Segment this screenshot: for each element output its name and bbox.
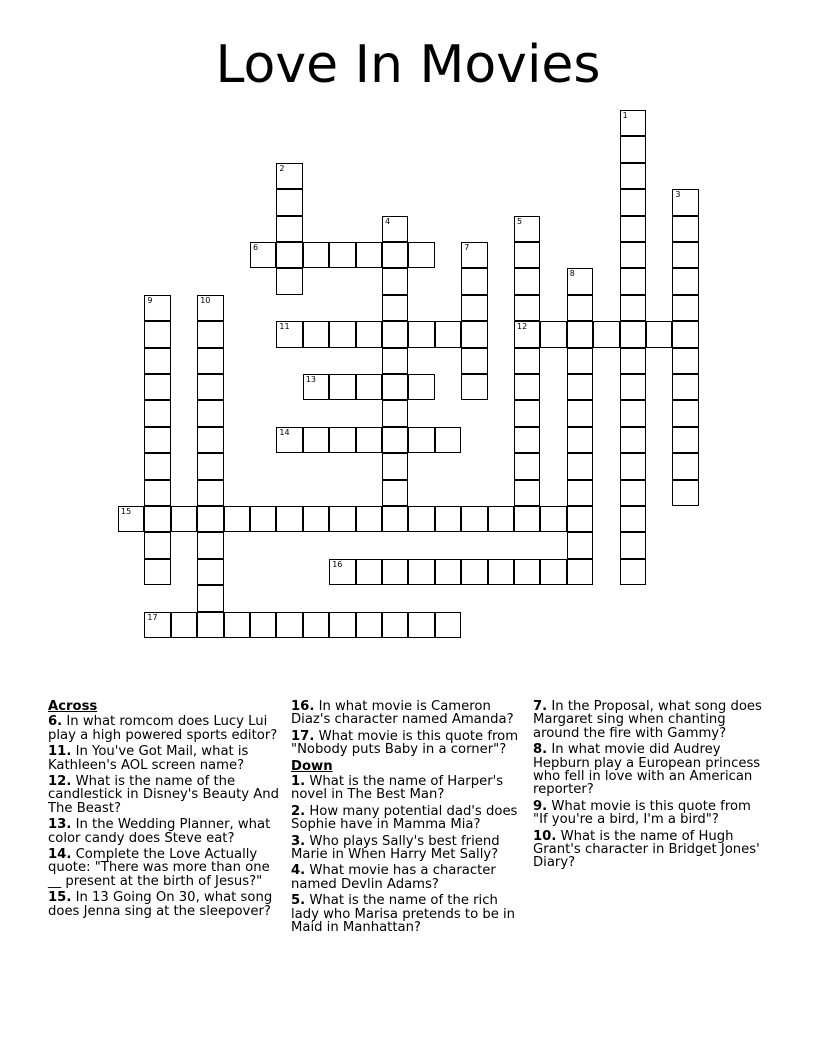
grid-cell[interactable] [435, 559, 461, 585]
grid-cell[interactable] [620, 480, 646, 506]
grid-cell[interactable] [514, 321, 540, 347]
grid-cell[interactable] [620, 348, 646, 374]
grid-cell[interactable] [356, 506, 382, 532]
grid-cell[interactable] [197, 532, 223, 558]
down-heading: Down [291, 758, 333, 774]
grid-cell[interactable] [514, 268, 540, 294]
grid-cell[interactable] [461, 506, 487, 532]
grid-cell[interactable] [408, 427, 434, 453]
grid-cell[interactable] [329, 321, 355, 347]
grid-cell[interactable] [276, 427, 302, 453]
grid-cell[interactable] [382, 348, 408, 374]
grid-cell[interactable] [303, 374, 329, 400]
clue-number: 13 [305, 375, 316, 384]
clue-number: 7 [464, 243, 470, 252]
grid-cell[interactable] [620, 374, 646, 400]
grid-cell[interactable] [276, 216, 302, 242]
grid-cell[interactable] [197, 480, 223, 506]
grid-cell[interactable] [329, 612, 355, 638]
grid-cell[interactable] [250, 242, 276, 268]
clue-number: 16 [332, 559, 343, 569]
grid-cell[interactable] [540, 559, 566, 585]
grid-cell[interactable] [303, 321, 329, 347]
grid-cell[interactable] [356, 427, 382, 453]
grid-cell[interactable] [356, 559, 382, 585]
grid-cell[interactable] [276, 612, 302, 638]
grid-cell[interactable] [197, 612, 223, 638]
grid-cell[interactable] [197, 585, 223, 611]
grid-cell[interactable] [276, 268, 302, 294]
clue-number: 5 [517, 216, 523, 226]
clue-number: 1 [622, 111, 628, 120]
grid-cell[interactable] [118, 506, 144, 532]
grid-cell[interactable] [620, 400, 646, 426]
grid-cell[interactable] [382, 295, 408, 321]
clue-across-11: 11. In You've Got Mail, what is Kathleen's AOL screen name? [48, 744, 249, 773]
grid-cell[interactable] [144, 374, 170, 400]
clue-column-3 [533, 700, 769, 873]
grid-cell[interactable] [514, 216, 540, 242]
grid-cell[interactable] [382, 427, 408, 453]
grid-cell[interactable] [303, 506, 329, 532]
across-heading: Across [48, 699, 98, 714]
grid-cell[interactable] [382, 374, 408, 400]
clue-number: 3 [675, 190, 681, 200]
grid-cell[interactable] [144, 295, 170, 321]
grid-cell[interactable] [514, 242, 540, 268]
grid-cell[interactable] [514, 453, 540, 479]
grid-cell[interactable] [197, 427, 223, 453]
grid-cell[interactable] [672, 427, 698, 453]
grid-cell[interactable] [197, 321, 223, 347]
grid-cell[interactable] [382, 506, 408, 532]
grid-cell[interactable] [567, 321, 593, 347]
grid-cell[interactable] [144, 400, 170, 426]
grid-cell[interactable] [514, 374, 540, 400]
grid-cell[interactable] [171, 506, 197, 532]
clue-number: 12 [517, 322, 528, 332]
grid-cell[interactable] [672, 348, 698, 374]
grid-cell[interactable] [382, 216, 408, 242]
grid-cell[interactable] [620, 506, 646, 532]
clue-down-10: 10. What is the name of Hugh Grant's character in Bridget Jones' Diary? [533, 828, 760, 871]
clue-down-9: 9. What movie is this quote from "If you're a bird, I'm a bird"? [533, 798, 751, 828]
grid-cell[interactable] [197, 295, 223, 321]
grid-cell[interactable] [276, 242, 302, 268]
grid-cell[interactable] [408, 506, 434, 532]
grid-cell[interactable] [540, 506, 566, 532]
grid-cell[interactable] [276, 163, 302, 189]
grid-cell[interactable] [514, 400, 540, 426]
grid-cell[interactable] [620, 295, 646, 321]
clue-column-1 [48, 700, 284, 921]
grid-cell[interactable] [620, 321, 646, 347]
grid-cell[interactable] [514, 506, 540, 532]
grid-cell[interactable] [672, 189, 698, 215]
grid-cell[interactable] [303, 427, 329, 453]
grid-cell[interactable] [435, 612, 461, 638]
grid-cell[interactable] [620, 427, 646, 453]
grid-cell[interactable] [435, 427, 461, 453]
grid-cell[interactable] [382, 453, 408, 479]
grid-cell[interactable] [435, 321, 461, 347]
grid-cell[interactable] [461, 374, 487, 400]
grid-cell[interactable] [672, 242, 698, 268]
grid-cell[interactable] [620, 242, 646, 268]
grid-cell[interactable] [514, 559, 540, 585]
grid-cell[interactable] [144, 506, 170, 532]
grid-cell[interactable] [382, 612, 408, 638]
clue-number: 8 [569, 269, 575, 279]
clue-down-4: 4. What movie has a character named Devlin Adams? [291, 863, 496, 892]
grid-cell[interactable] [250, 612, 276, 638]
grid-cell[interactable] [382, 559, 408, 585]
grid-cell[interactable] [171, 612, 197, 638]
grid-cell[interactable] [382, 242, 408, 268]
grid-cell[interactable] [461, 559, 487, 585]
grid-cell[interactable] [197, 348, 223, 374]
grid-cell[interactable] [514, 348, 540, 374]
grid-cell[interactable] [620, 268, 646, 294]
grid-cell[interactable] [514, 295, 540, 321]
clue-number: 15 [121, 507, 132, 516]
grid-cell[interactable] [672, 453, 698, 479]
grid-cell[interactable] [329, 427, 355, 453]
grid-cell[interactable] [224, 612, 250, 638]
grid-cell[interactable] [382, 400, 408, 426]
grid-cell[interactable] [672, 321, 698, 347]
grid-cell[interactable] [144, 480, 170, 506]
grid-cell[interactable] [593, 321, 619, 347]
grid-cell[interactable] [567, 295, 593, 321]
grid-cell[interactable] [408, 321, 434, 347]
clue-number: 14 [279, 427, 290, 437]
grid-cell[interactable] [461, 242, 487, 268]
grid-cell[interactable] [672, 216, 698, 242]
grid-cell[interactable] [567, 532, 593, 558]
grid-cell[interactable] [620, 136, 646, 162]
grid-cell[interactable] [567, 268, 593, 294]
grid-cell[interactable] [276, 321, 302, 347]
grid-cell[interactable] [356, 612, 382, 638]
grid-cell[interactable] [356, 321, 382, 347]
clue-down-8: 8. In what movie did Audrey Hepburn play a European princess who fell in love with an American reporter? [533, 742, 761, 798]
grid-cell[interactable] [435, 506, 461, 532]
grid-cell[interactable] [144, 453, 170, 479]
clue-across-15: 15. In 13 Going On 30, what song does Jenna sing at the sleepover? [48, 890, 273, 919]
grid-cell[interactable] [224, 506, 250, 532]
grid-cell[interactable] [144, 321, 170, 347]
clue-across-16: 16. In what movie is Cameron Diaz's character named Amanda? [291, 699, 514, 728]
grid-cell[interactable] [276, 506, 302, 532]
clue-across-12: 12. What is the name of the candlestick in Disney's Beauty And The Beast? [48, 774, 280, 816]
clue-across-6: 6. In what romcom does Lucy Lui play a high powered sports editor? [48, 714, 278, 743]
grid-cell[interactable] [197, 374, 223, 400]
grid-cell[interactable] [672, 268, 698, 294]
grid-cell[interactable] [672, 400, 698, 426]
grid-cell[interactable] [672, 480, 698, 506]
clue-across-14: 14. Complete the Love Actually quote: "There was more than one __ present at the birth of Jesus?" [48, 847, 270, 889]
grid-cell[interactable] [620, 110, 646, 136]
grid-cell[interactable] [382, 321, 408, 347]
grid-cell[interactable] [250, 506, 276, 532]
clue-number: 2 [279, 163, 285, 173]
grid-cell[interactable] [672, 374, 698, 400]
grid-cell[interactable] [620, 559, 646, 585]
grid-cell[interactable] [329, 242, 355, 268]
grid-cell[interactable] [461, 295, 487, 321]
grid-cell[interactable] [567, 374, 593, 400]
grid-cell[interactable] [329, 374, 355, 400]
grid-cell[interactable] [197, 506, 223, 532]
grid-cell[interactable] [303, 612, 329, 638]
grid-cell[interactable] [461, 348, 487, 374]
clue-number: 11 [279, 322, 290, 332]
clue-column-2 [291, 700, 527, 938]
grid-cell[interactable] [646, 321, 672, 347]
grid-cell[interactable] [567, 506, 593, 532]
clue-down-3: 3. Who plays Sally's best friend Marie in When Harry Met Sally? [291, 833, 500, 863]
grid-cell[interactable] [514, 427, 540, 453]
grid-cell[interactable] [329, 559, 355, 585]
grid-cell[interactable] [540, 321, 566, 347]
grid-cell[interactable] [197, 400, 223, 426]
grid-cell[interactable] [488, 559, 514, 585]
grid-cell[interactable] [567, 559, 593, 585]
grid-cell[interactable] [144, 348, 170, 374]
grid-cell[interactable] [567, 453, 593, 479]
grid-cell[interactable] [197, 453, 223, 479]
grid-cell[interactable] [408, 559, 434, 585]
grid-cell[interactable] [276, 189, 302, 215]
clue-number: 17 [147, 612, 158, 622]
grid-cell[interactable] [567, 400, 593, 426]
clue-across-17: 17. What movie is this quote from "Nobody puts Baby in a corner"? [291, 728, 519, 758]
grid-cell[interactable] [303, 242, 329, 268]
grid-cell[interactable] [620, 532, 646, 558]
grid-cell[interactable] [197, 559, 223, 585]
grid-cell[interactable] [382, 268, 408, 294]
puzzle-title: Love In Movies [215, 35, 601, 95]
grid-cell[interactable] [408, 374, 434, 400]
clue-across-13: 13. In the Wedding Planner, what color candy does Steve eat? [48, 817, 271, 846]
grid-cell[interactable] [488, 506, 514, 532]
grid-cell[interactable] [461, 268, 487, 294]
clue-down-7: 7. In the Proposal, what song does Margaret sing when chanting around the fire with Gammy? [533, 699, 762, 741]
grid-cell[interactable] [514, 480, 540, 506]
grid-cell[interactable] [144, 427, 170, 453]
clue-down-1: 1. What is the name of Harper's novel in The Best Man? [291, 774, 504, 803]
grid-cell[interactable] [356, 242, 382, 268]
grid-cell[interactable] [620, 216, 646, 242]
grid-cell[interactable] [144, 559, 170, 585]
grid-cell[interactable] [408, 612, 434, 638]
grid-cell[interactable] [620, 163, 646, 189]
clue-down-5: 5. What is the name of the rich lady who Marisa pretends to be in Maid in Manhattan? [291, 893, 516, 936]
grid-cell[interactable] [567, 427, 593, 453]
clue-number: 10 [200, 295, 211, 305]
grid-cell[interactable] [144, 532, 170, 558]
clue-number: 6 [253, 243, 259, 252]
grid-cell[interactable] [144, 612, 170, 638]
grid-cell[interactable] [329, 506, 355, 532]
grid-cell[interactable] [356, 374, 382, 400]
grid-cell[interactable] [620, 453, 646, 479]
grid-cell[interactable] [567, 480, 593, 506]
grid-cell[interactable] [382, 480, 408, 506]
clue-number: 9 [147, 295, 153, 305]
clue-down-2: 2. How many potential dad's does Sophie have in Mamma Mia? [291, 803, 518, 833]
clue-number: 4 [385, 216, 391, 226]
grid-cell[interactable] [672, 295, 698, 321]
grid-cell[interactable] [567, 348, 593, 374]
grid-cell[interactable] [408, 242, 434, 268]
grid-cell[interactable] [620, 189, 646, 215]
grid-cell[interactable] [461, 321, 487, 347]
